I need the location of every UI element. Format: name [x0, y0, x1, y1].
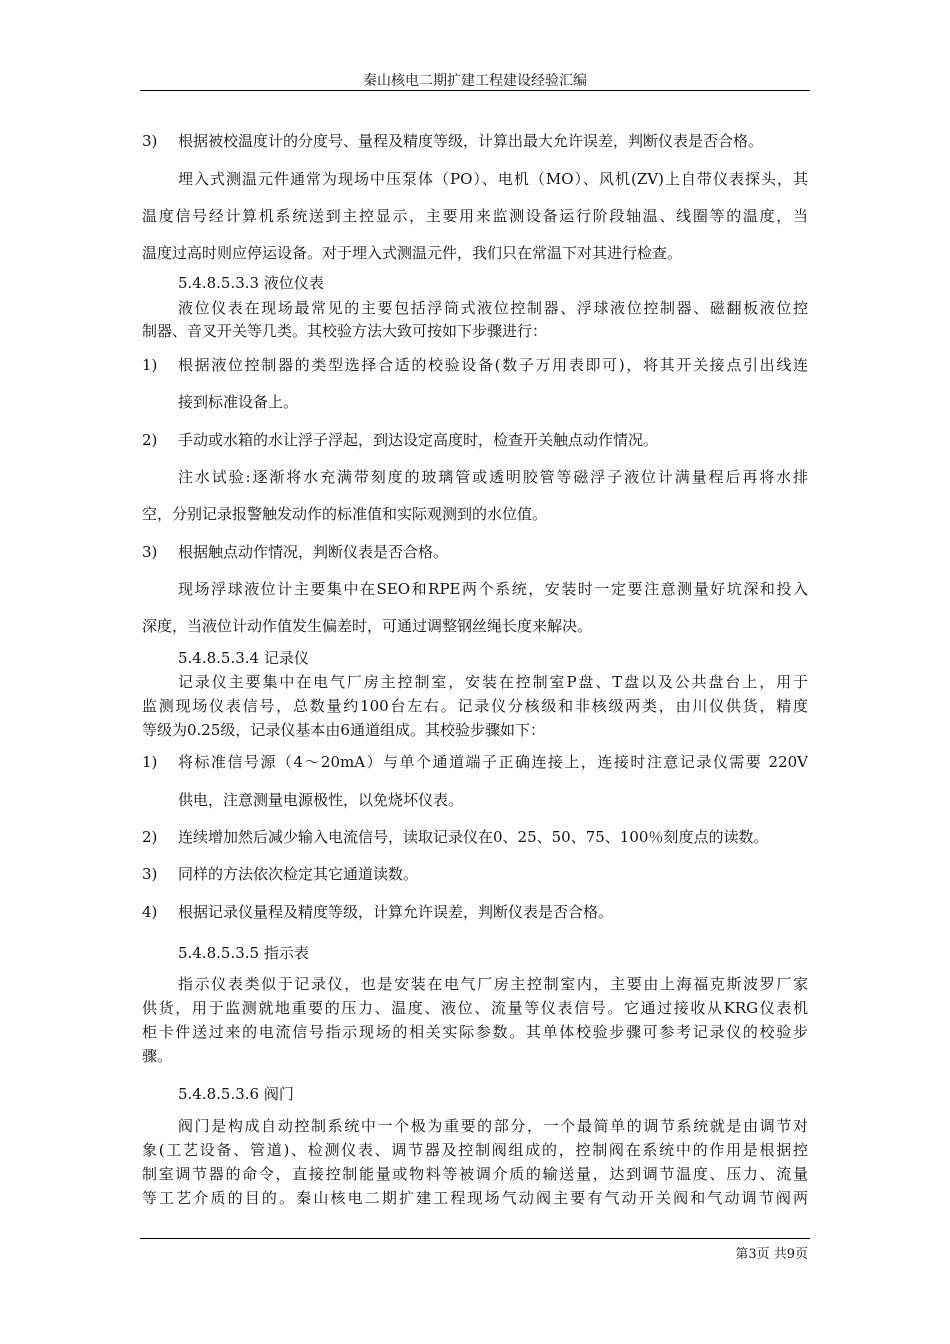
list-item-text: 根据记录仪量程及精度等级，计算允许误差，判断仪表是否合格。 — [178, 903, 614, 921]
paragraph-line: 指示仪表类似于记录仪，也是安装在电气厂房主控制室内，主要由上海福克斯波罗厂家 — [178, 975, 808, 993]
paragraph-line: 温度信号经计算机系统送到主控显示，主要用来监测设备运行阶段轴温、线圈等的温度，当 — [142, 207, 808, 225]
section-heading: 5.4.8.5.3.5 指示表 — [178, 944, 309, 962]
list-number: 3) — [142, 865, 158, 883]
list-item-text: 连续增加然后减少输入电流信号，读取记录仪在0、25、50、75、100％刻度点的读数。 — [178, 828, 769, 846]
list-item-text: 同样的方法依次检定其它通道读数。 — [178, 865, 419, 883]
section-heading: 5.4.8.5.3.6 阀门 — [178, 1085, 294, 1103]
paragraph-line: 液位仪表在现场最常见的主要包括浮筒式液位控制器、浮球液位控制器、磁翻板液位控 — [178, 299, 808, 317]
list-number: 4) — [142, 903, 158, 921]
paragraph-line: 象(工艺设备、管道)、检测仪表、调节器及控制阀组成的，控制阀在系统中的作用是根据控 — [142, 1141, 808, 1159]
list-number: 2) — [142, 431, 158, 449]
section-heading: 5.4.8.5.3.4 记录仪 — [178, 649, 309, 667]
list-number: 3) — [142, 543, 158, 561]
list-number: 2) — [142, 828, 158, 846]
paragraph-line: 供货，用于监测就地重要的压力、温度、液位、流量等仪表信号。它通过接收从KRG仪表机 — [142, 999, 808, 1017]
list-item-text: 根据被校温度计的分度号、量程及精度等级，计算出最大允许误差，判断仪表是否合格。 — [178, 132, 764, 150]
paragraph-line: 现场浮球液位计主要集中在SEO和RPE两个系统，安装时一定要注意测量好坑深和投入 — [178, 580, 808, 598]
list-item-text: 供电，注意测量电源极性，以免烧坏仪表。 — [178, 791, 464, 809]
list-number: 1) — [142, 356, 158, 374]
paragraph-line: 温度过高时则应停运设备。对于埋入式测温元件，我们只在常温下对其进行检查。 — [142, 244, 683, 262]
list-item-text: 手动或水箱的水让浮子浮起，到达设定高度时，检查开关触点动作情况。 — [178, 431, 659, 449]
paragraph-line: 骤。 — [142, 1047, 173, 1065]
paragraph-line: 制室调节器的命令，直接控制能量或物料等被调介质的输送量，达到调节温度、压力、流量 — [142, 1165, 808, 1183]
paragraph-line: 埋入式测温元件通常为现场中压泵体（PO）、电机（MO）、风机(ZV)上自带仪表探头，其 — [178, 170, 808, 188]
page-number: 第3页 共9页 — [735, 1247, 808, 1262]
paragraph-line: 深度，当液位计动作值发生偏差时，可通过调整钢丝绳长度来解决。 — [142, 617, 593, 635]
section-heading: 5.4.8.5.3.3 液位仪表 — [178, 274, 324, 292]
paragraph-line: 注水试验:逐渐将水充满带刻度的玻璃管或透明胶管等磁浮子液位计满量程后再将水排 — [178, 468, 808, 486]
list-item-text: 根据液位控制器的类型选择合适的校验设备(数子万用表即可)，将其开关接点引出线连 — [178, 356, 808, 374]
header-title: 秦山核电二期扩建工程建设经验汇编 — [363, 73, 587, 89]
paragraph-line: 记录仪主要集中在电气厂房主控制室，安装在控制室P盘、T盘以及公共盘台上，用于 — [178, 673, 808, 691]
list-item-text: 根据触点动作情况，判断仪表是否合格。 — [178, 543, 449, 561]
paragraph-line: 监测现场仪表信号，总数量约100台左右。记录仪分核级和非核级两类，由川仪供货，精度 — [142, 697, 808, 715]
list-number: 3) — [142, 132, 158, 150]
list-item-text: 将标准信号源（4～20mA）与单个通道端子正确连接上，连接时注意记录仪需要 220V — [178, 753, 808, 771]
list-number: 1) — [142, 753, 158, 771]
paragraph-line: 等工艺介质的目的。秦山核电二期扩建工程现场气动阀主要有气动开关阀和气动调节阀两 — [142, 1189, 808, 1207]
footer-rule — [140, 1238, 810, 1239]
paragraph-line: 空，分别记录报警触发动作的标准值和实际观测到的水位值。 — [142, 505, 548, 523]
paragraph-line: 等级为0.25级，记录仪基本由6通道组成。其校验步骤如下： — [142, 721, 545, 739]
paragraph-line: 阀门是构成自动控制系统中一个极为重要的部分，一个最简单的调节系统就是由调节对 — [178, 1117, 808, 1135]
paragraph-line: 制器、音叉开关等几类。其校验方法大致可按如下步骤进行： — [142, 322, 548, 340]
header-rule — [140, 90, 810, 91]
list-item-text: 接到标准设备上。 — [178, 393, 299, 411]
paragraph-line: 柜卡件送过来的电流信号指示现场的相关实际参数。其单体校验步骤可参考记录仪的校验步 — [142, 1023, 808, 1041]
